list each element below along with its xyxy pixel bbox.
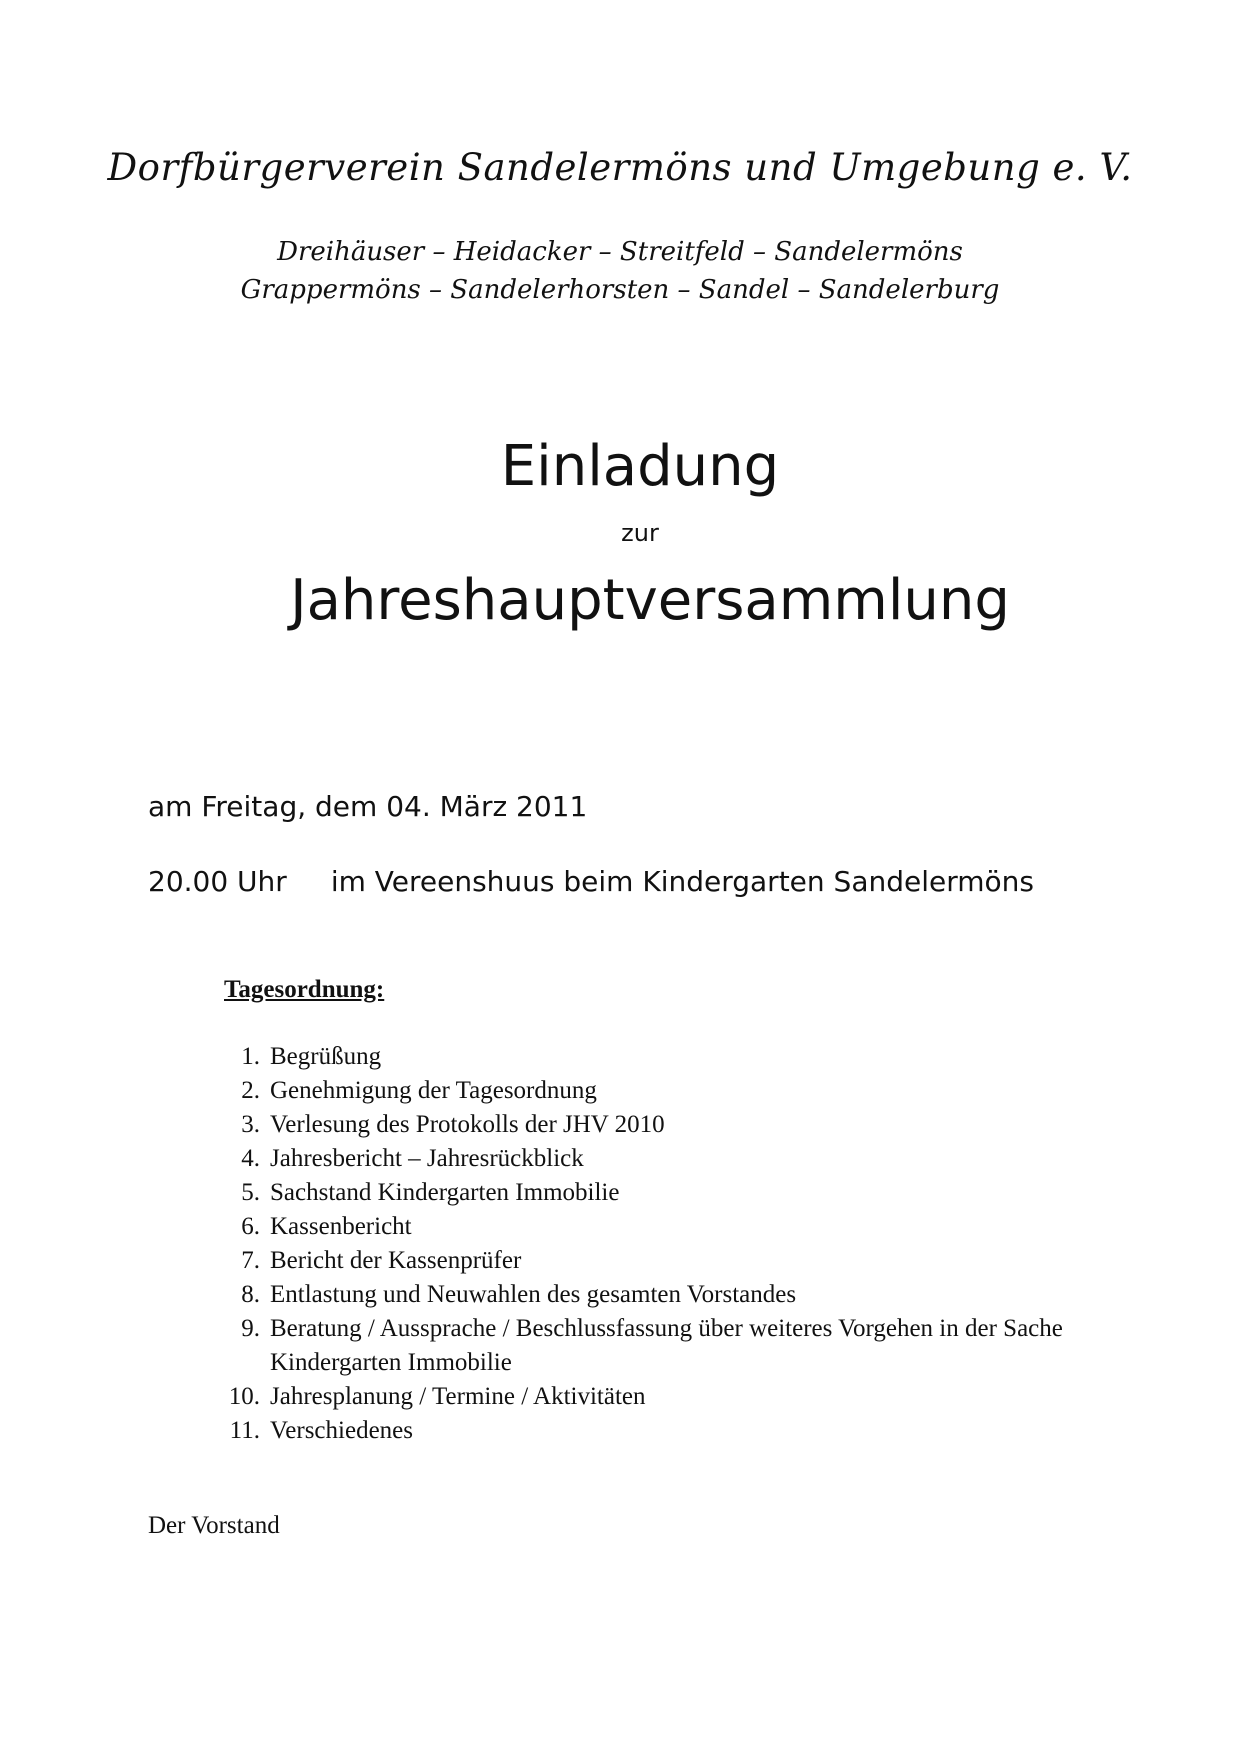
agenda-item [200, 1074, 1080, 1108]
event-title: Jahreshauptversammlung [290, 568, 1010, 633]
agenda-item-text: Bericht der Kassenprüfer [270, 1247, 522, 1274]
signature: Der Vorstand [148, 1512, 280, 1539]
agenda-item-number: 4. [241, 1145, 260, 1172]
meeting-time: 20.00 Uhr [148, 865, 287, 898]
agenda-item-text: Genehmigung der Tagesordnung [270, 1077, 597, 1104]
agenda-item-number: 10. [228, 1383, 260, 1410]
agenda-item [200, 1278, 1080, 1312]
agenda-item-text: Sachstand Kindergarten Immobilie [270, 1179, 620, 1206]
villages-line-2: Grappermöns – Sandelerhorsten – Sandel – Sandelerburg [240, 275, 1000, 305]
agenda-item [200, 1142, 1080, 1176]
agenda-item-number: 1. [241, 1043, 260, 1070]
agenda-item-number: 5. [241, 1179, 260, 1206]
agenda-item-number: 2. [241, 1077, 260, 1104]
meeting-time-location [148, 865, 1034, 898]
agenda-item-text: Verlesung des Protokolls der JHV 2010 [270, 1111, 665, 1138]
agenda-item-number: 9. [241, 1315, 260, 1342]
agenda-item-number: 6. [241, 1213, 260, 1240]
agenda-item-text: Begrüßung [270, 1043, 382, 1070]
agenda-item-number: 7. [241, 1247, 260, 1274]
agenda-item-number: 11. [229, 1417, 260, 1444]
agenda-heading: Tagesordnung: [224, 976, 385, 1003]
villages-line-1: Dreihäuser – Heidacker – Streitfeld – Sandelermöns [277, 237, 963, 267]
agenda-item [200, 1210, 1080, 1244]
agenda-item-text: Verschiedenes [270, 1417, 413, 1444]
agenda-item [200, 1108, 1080, 1142]
agenda-item-text: Beratung / Aussprache / Beschlussfassung über weiteres Vorgehen in der Sache Kindergarten Immobilie [270, 1315, 1063, 1376]
agenda-item [200, 1244, 1080, 1278]
invitation-title: Einladung [500, 434, 780, 499]
agenda-item-text: Jahresbericht – Jahresrückblick [270, 1145, 584, 1172]
agenda-item-number: 3. [241, 1111, 260, 1138]
agenda-item [200, 1312, 1080, 1380]
agenda-item [200, 1414, 1080, 1448]
agenda-item [200, 1176, 1080, 1210]
organization-name: Dorfbürgerverein Sandelermöns und Umgebung e. V. [107, 146, 1133, 189]
agenda-item-text: Entlastung und Neuwahlen des gesamten Vorstandes [270, 1281, 797, 1308]
title-connector: zur [621, 519, 659, 547]
agenda-item-number: 8. [241, 1281, 260, 1308]
agenda-item [200, 1040, 1080, 1074]
meeting-location: im Vereenshuus beim Kindergarten Sandelermöns [330, 865, 1034, 898]
meeting-date: am Freitag, dem 04. März 2011 [148, 790, 588, 823]
agenda-item-text: Kassenbericht [270, 1213, 412, 1240]
agenda-item-text: Jahresplanung / Termine / Aktivitäten [270, 1383, 646, 1410]
agenda-item [200, 1380, 1080, 1414]
agenda-list [200, 1040, 1080, 1448]
